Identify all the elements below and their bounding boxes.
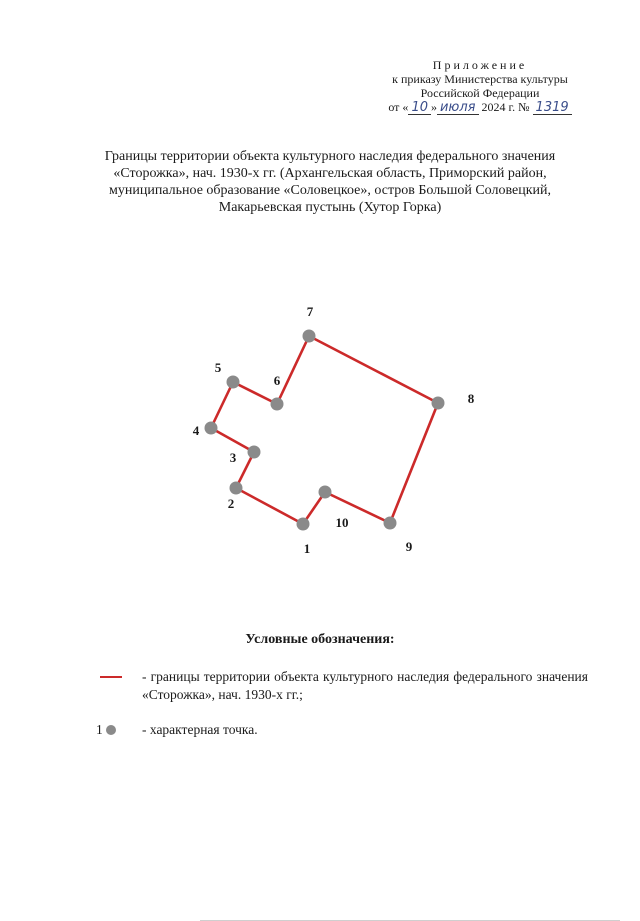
title-line-4: Макарьевская пустынь (Хутор Горка) — [218, 200, 442, 215]
characteristic-point-8 — [432, 397, 445, 410]
characteristic-point-7 — [303, 330, 316, 343]
legend-boundary-text: - границы территории объекта культурного наследия федерального значения «Сторожка», нач. 1930-х гг.; — [142, 669, 588, 702]
date-year: 2024 г. № — [481, 100, 530, 114]
point-label-9: 9 — [405, 539, 413, 554]
date-prefix: от « — [388, 100, 409, 114]
appendix-title: Приложение — [432, 58, 528, 72]
point-label-3: 3 — [229, 450, 237, 465]
characteristic-point-5 — [227, 376, 240, 389]
legend-point-number: 1 — [96, 722, 103, 737]
appendix-order-line: к приказу Министерства культуры — [392, 72, 568, 86]
characteristic-point-1 — [297, 518, 310, 531]
legend-point-symbol — [96, 722, 116, 738]
characteristic-point-2 — [230, 482, 243, 495]
point-label-2: 2 — [227, 496, 235, 511]
handwritten-order-number: 1319 — [533, 101, 572, 115]
point-label-8: 8 — [467, 391, 475, 406]
characteristic-point-10 — [319, 486, 332, 499]
title-line-2: «Сторожка», нач. 1930-х гг. (Архангельская область, Приморский район, — [113, 166, 547, 181]
date-mid: » — [430, 100, 437, 114]
characteristic-point-3 — [248, 446, 261, 459]
handwritten-day: 10 — [408, 101, 431, 115]
point-label-5: 5 — [214, 360, 222, 375]
appendix-ministry-line: Российской Федерации — [420, 86, 540, 100]
legend-title: Условные обозначения: — [245, 632, 395, 647]
title-line-1: Границы территории объекта культурного наследия федерального значения — [104, 149, 556, 164]
point-label-10: 10 — [335, 515, 349, 530]
title-line-3: муниципальное образование «Соловецкое», остров Большой Соловецкий, — [109, 183, 551, 198]
characteristic-point-6 — [271, 398, 284, 411]
point-label-7: 7 — [306, 304, 314, 319]
characteristic-point-4 — [205, 422, 218, 435]
point-label-1: 1 — [303, 541, 311, 556]
point-dot-icon — [106, 725, 116, 735]
legend-boundary-line-icon — [100, 676, 122, 678]
handwritten-month: июля — [437, 101, 479, 115]
legend-point-text: - характерная точка. — [142, 722, 258, 737]
point-label-4: 4 — [192, 423, 200, 438]
characteristic-point-9 — [384, 517, 397, 530]
point-label-6: 6 — [273, 373, 281, 388]
